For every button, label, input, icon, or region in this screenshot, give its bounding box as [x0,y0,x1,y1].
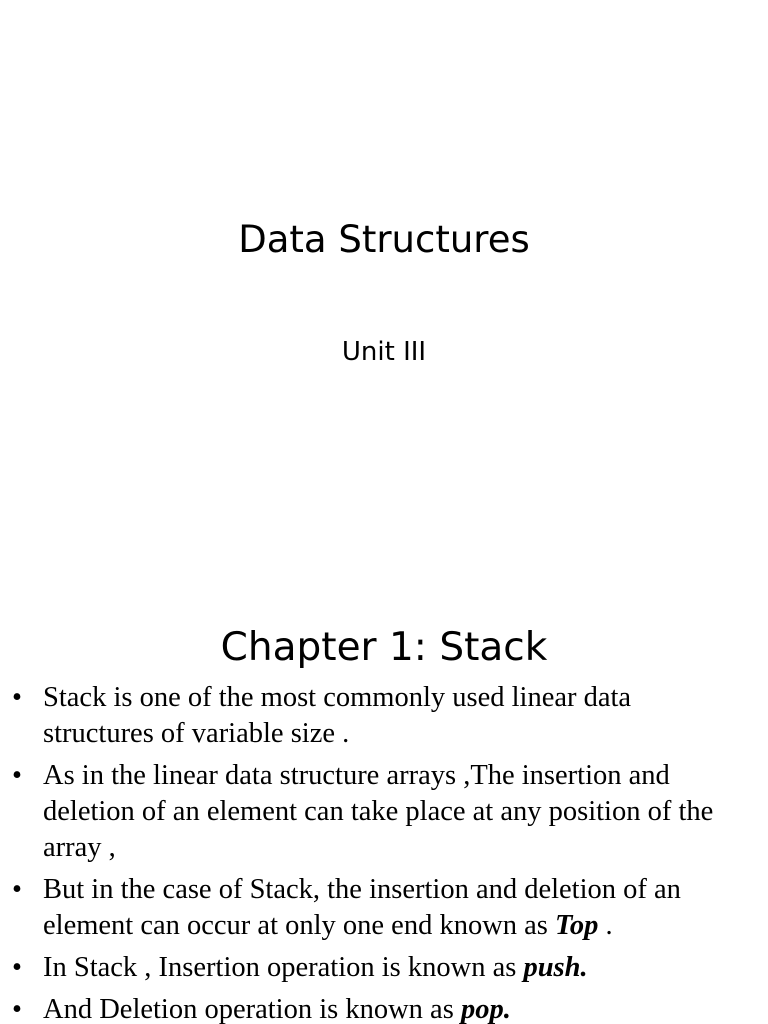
bullet-text-before: And Deletion operation is known as [43,994,461,1024]
bullet-text [43,952,588,983]
content-slide [0,576,768,1024]
bullet-dot-icon: • [12,994,22,1024]
bullet-text-before: But in the case of Stack, the insertion and deletion of an element can occur at only one end known as [43,874,681,941]
bullet-text: Stack is one of the most commonly used linear data structures of variable size . [43,682,632,749]
presentation-title: Data Structures [238,218,530,261]
bullet-dot-icon: • [12,682,22,713]
bullet-text [43,874,681,941]
bullet-dot-icon: • [12,760,22,791]
bullet-text-before: In Stack , Insertion operation is known as [43,952,524,983]
bullet-item [12,872,732,944]
bullet-item [12,992,732,1024]
unit-subtitle: Unit III [341,337,427,367]
bullet-dot-icon: • [12,874,22,905]
keyword-top: Top [555,910,599,941]
bullet-item [12,758,732,866]
bullet-text: As in the linear data structure arrays ,The insertion and deletion of an element can take place at any position of the array , [43,760,714,863]
bullet-text-after: . [598,910,613,941]
keyword-push: push. [523,952,588,983]
bullet-list [12,680,732,1024]
chapter-title: Chapter 1: Stack [220,625,548,670]
keyword-pop: pop. [460,994,511,1024]
bullet-dot-icon: • [12,952,22,983]
bullet-item [12,950,732,986]
bullet-item [12,680,732,752]
bullet-text [43,994,511,1024]
